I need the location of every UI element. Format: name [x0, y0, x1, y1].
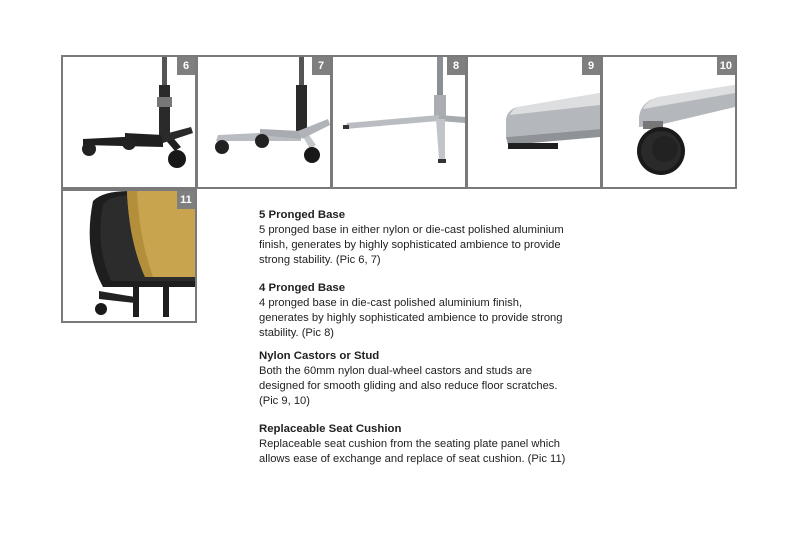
product-photo-8 — [331, 55, 467, 189]
product-photo-7 — [196, 55, 332, 189]
section-line: strong stability. (Pic 6, 7) — [259, 254, 381, 266]
seat-cushion-illustration — [63, 191, 195, 321]
section-title: Nylon Castors or Stud — [259, 350, 380, 362]
spec-five-pronged-base — [259, 208, 604, 268]
spec-nylon-castors-or-stud — [259, 349, 604, 409]
product-photo-11 — [61, 189, 197, 323]
picture-number-badge: 11 — [177, 191, 195, 209]
section-line: (Pic 9, 10) — [259, 395, 310, 407]
picture-number-badge: 6 — [177, 57, 195, 75]
product-photo-6 — [61, 55, 197, 189]
section-line: Replaceable seat cushion from the seating plate panel which — [259, 438, 561, 450]
section-title: Replaceable Seat Cushion — [259, 423, 402, 435]
aluminium-leg-with-castor-illustration — [603, 57, 735, 187]
aluminium-leg-with-stud-illustration — [468, 57, 600, 187]
section-line: allows ease of exchange and replace of seat cushion. (Pic 11) — [259, 453, 566, 465]
spec-four-pronged-base — [259, 281, 604, 341]
product-photo-10 — [601, 55, 737, 189]
five-prong-nylon-base-illustration — [63, 57, 195, 187]
picture-number-badge: 10 — [717, 57, 735, 75]
section-title: 4 Pronged Base — [259, 282, 346, 294]
product-photo-9 — [466, 55, 602, 189]
picture-number-badge: 7 — [312, 57, 330, 75]
section-line: designed for smooth gliding and also reduce floor scratches. — [259, 380, 558, 392]
section-line: 5 pronged base in either nylon or die-cast polished aluminium — [259, 224, 564, 236]
section-line: generates by highly sophisticated ambience to provide strong — [259, 312, 563, 324]
four-prong-aluminium-base-illustration — [333, 57, 465, 187]
picture-number-badge: 9 — [582, 57, 600, 75]
five-prong-aluminium-base-illustration — [198, 57, 330, 187]
section-line: finish, generates by highly sophisticated ambience to provide — [259, 239, 561, 251]
section-line: 4 pronged base in die-cast polished aluminium finish, — [259, 297, 523, 309]
section-line: Both the 60mm nylon dual-wheel castors and studs are — [259, 365, 533, 377]
section-line: stability. (Pic 8) — [259, 327, 335, 339]
spec-replaceable-seat-cushion — [259, 422, 604, 467]
picture-number-badge: 8 — [447, 57, 465, 75]
section-title: 5 Pronged Base — [259, 209, 346, 221]
